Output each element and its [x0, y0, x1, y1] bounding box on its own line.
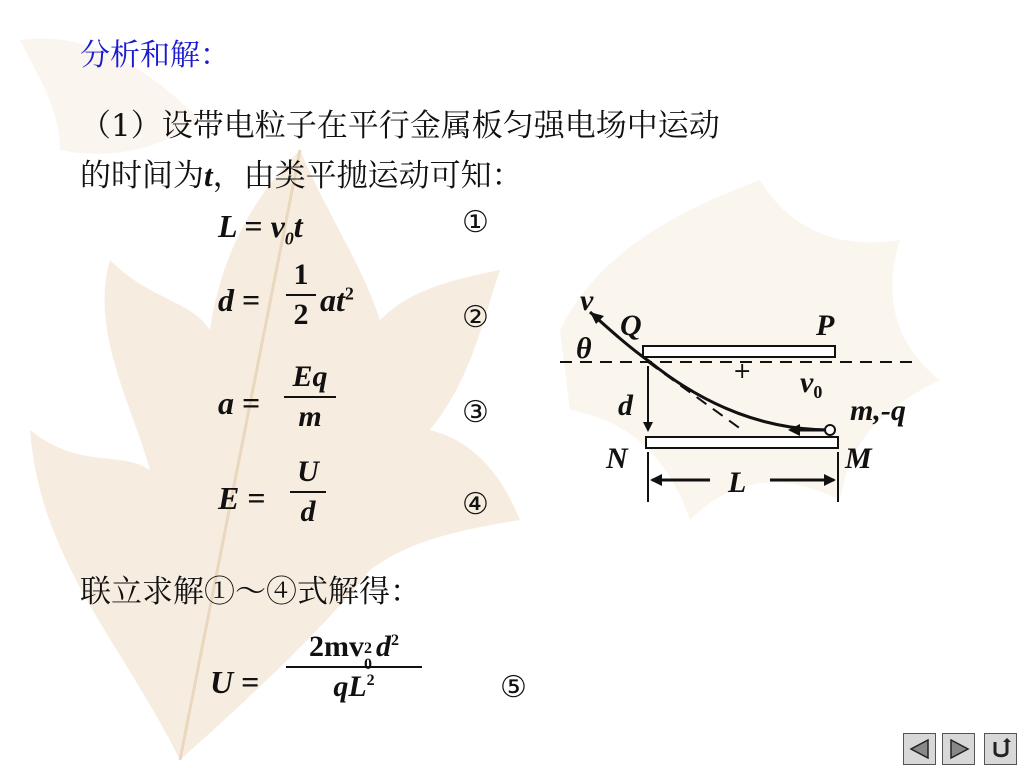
equation-2-rest: $at^2$ — [320, 282, 354, 318]
return-button[interactable] — [984, 733, 1017, 765]
equation-2-number: ② — [462, 300, 489, 335]
particle — [825, 425, 835, 435]
intro-line-1: （1）设带电粒子在平行金属板匀强电场中运动 — [80, 108, 720, 144]
label-v: v — [580, 284, 594, 317]
equation-3-number: ③ — [462, 395, 489, 430]
prev-button[interactable] — [903, 733, 936, 765]
L-arrow-right — [824, 474, 836, 486]
equation-3-fraction: Eq m — [284, 360, 336, 434]
prev-icon — [908, 738, 932, 760]
intro-line-2: 的时间为t，由类平抛运动可知： — [80, 158, 523, 194]
equation-5-fraction: 2mv 2 0 $d^2$ $qL^2$ — [286, 630, 422, 704]
next-icon — [947, 738, 971, 760]
equation-2-lhs: d = — [218, 282, 261, 318]
var-t: t — [204, 158, 213, 193]
top-plate — [643, 346, 835, 357]
label-v0: $v_0$ — [800, 366, 823, 402]
label-L: L — [728, 466, 747, 499]
label-M: M — [845, 442, 872, 475]
equation-5-number: ⑤ — [500, 670, 527, 705]
capacitor-diagram — [540, 280, 940, 510]
label-d: d — [618, 389, 633, 422]
label-plus: + — [733, 359, 752, 384]
section-heading: 分析和解： — [80, 38, 230, 73]
d-arrow-head — [643, 422, 653, 432]
equation-1-number: ① — [462, 205, 489, 240]
equation-3-lhs: a = — [218, 385, 261, 421]
label-P: P — [816, 309, 835, 342]
equation-4-lhs: E = — [218, 480, 266, 516]
equation-4-fraction: U d — [290, 455, 326, 529]
bottom-plate — [646, 437, 838, 448]
equation-1: $L = v_0t$ — [218, 208, 303, 249]
L-arrow-left — [650, 474, 662, 486]
next-button[interactable] — [942, 733, 975, 765]
return-icon — [989, 738, 1013, 760]
label-N: N — [606, 442, 628, 475]
equation-5-lhs: U = — [210, 664, 260, 700]
conclusion-line: 联立求解①～④式解得： — [80, 574, 421, 610]
label-m-q: m,-q — [850, 394, 906, 427]
equation-2-fraction: 1 2 — [286, 258, 316, 332]
equation-4-number: ④ — [462, 487, 489, 522]
label-Q: Q — [620, 309, 642, 342]
label-theta: θ — [576, 332, 592, 365]
